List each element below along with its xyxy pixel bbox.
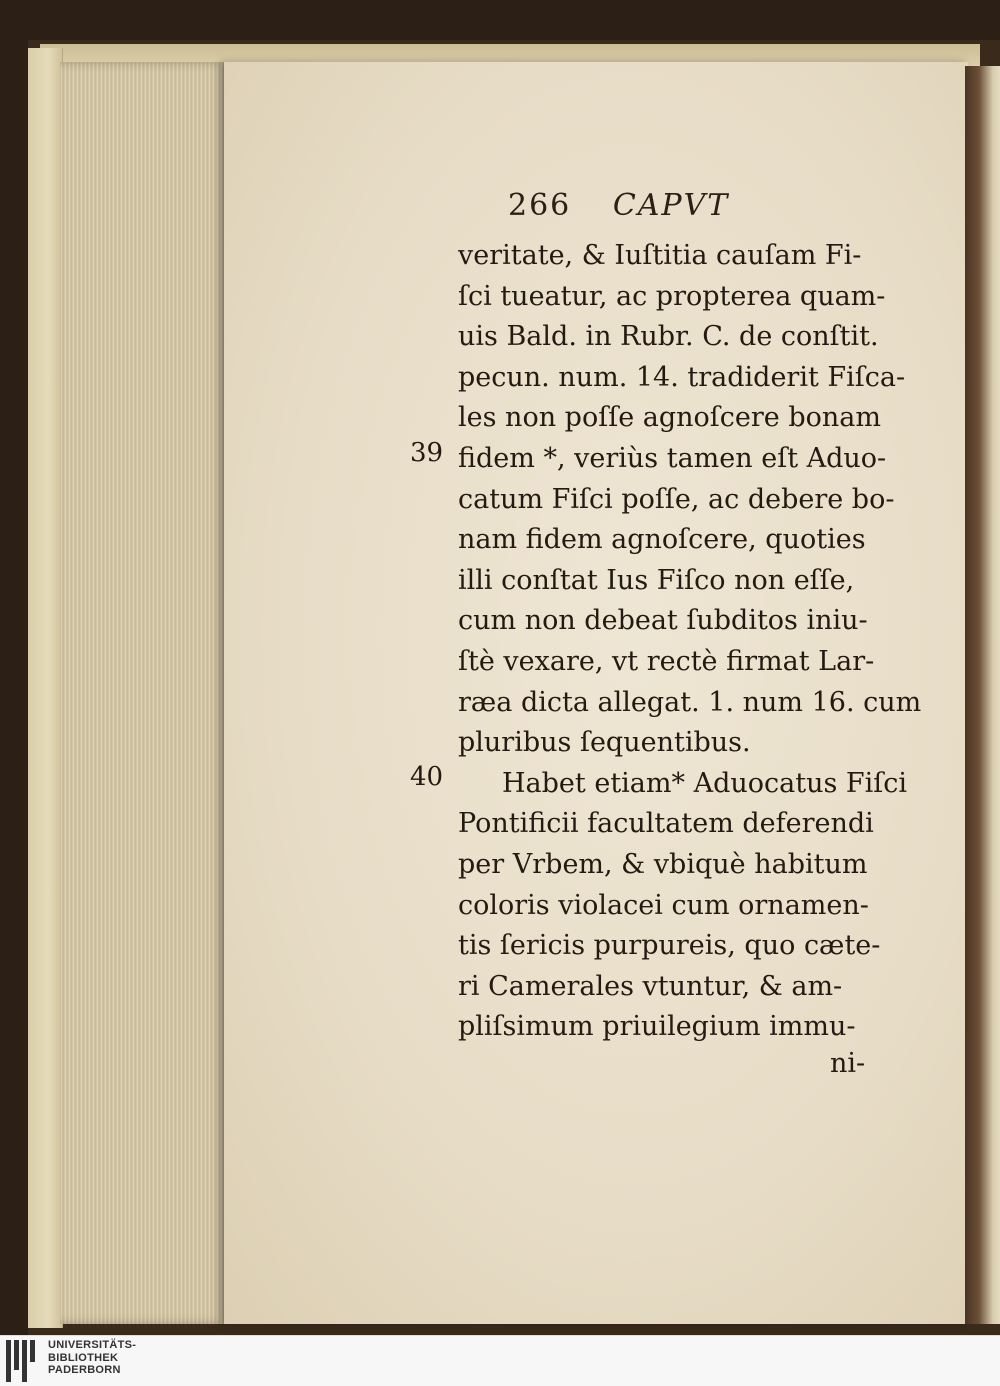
text-line: ri Camerales vtuntur, & am- — [458, 970, 843, 1002]
text-line: uis Bald. in Rubr. C. de conſtit. — [458, 321, 879, 353]
text-line: nam fidem agnoſcere, quoties — [458, 524, 866, 556]
library-name — [48, 1339, 136, 1377]
text-line: fidem *, veriùs tamen eſt Aduo- — [458, 442, 887, 474]
margin-number: 39 — [410, 438, 444, 468]
page-stack-edge — [60, 62, 228, 1324]
text-line: Pontificii facultatem deferendi — [458, 808, 874, 840]
book-gutter — [965, 66, 1000, 1324]
footer-bar — [0, 1335, 1000, 1386]
text-line: coloris violacei cum ornamen- — [458, 889, 869, 921]
text-block — [458, 236, 928, 1048]
text-line: Habet etiam* Aduocatus Fiſci — [502, 767, 908, 799]
text-line: cum non debeat ſubditos iniu- — [458, 605, 868, 637]
text-line: tis ſericis purpureis, quo cæte- — [458, 930, 881, 962]
text-line: ſtè vexare, vt rectè firmat Lar- — [458, 645, 875, 677]
library-logo-icon — [6, 1340, 40, 1382]
text-line: veritate, & Iuſtitia cauſam Fi- — [458, 240, 862, 271]
library-name-line: BIBLIOTHEK — [48, 1351, 119, 1364]
library-name-line: UNIVERSITÄTS- — [48, 1339, 137, 1351]
catchword: ni- — [830, 1048, 866, 1079]
chapter-title: CAPVT — [612, 188, 730, 223]
text-line: les non poſſe agnoſcere bonam — [458, 402, 881, 434]
text-line: pecun. num. 14. tradiderit Fiſca- — [458, 361, 906, 393]
page-number: 266 — [508, 188, 572, 223]
text-line: ſci tueatur, ac propterea quam- — [458, 280, 886, 312]
text-line: ræa dicta allegat. 1. num 16. cum — [458, 686, 922, 718]
margin-number: 40 — [410, 762, 444, 792]
library-name-line: PADERBORN — [48, 1364, 121, 1376]
text-line: illi conſtat Ius Fiſco non eſſe, — [458, 564, 855, 596]
book-cover-edge — [28, 48, 63, 1328]
text-line: catum Fiſci poſſe, ac debere bo- — [458, 483, 895, 515]
text-line: pluribus ſequentibus. — [458, 727, 751, 759]
text-line: pliſsimum priuilegium immu- — [458, 1011, 856, 1043]
text-line: per Vrbem, & vbiquè habitum — [458, 848, 868, 880]
running-head — [508, 188, 729, 223]
